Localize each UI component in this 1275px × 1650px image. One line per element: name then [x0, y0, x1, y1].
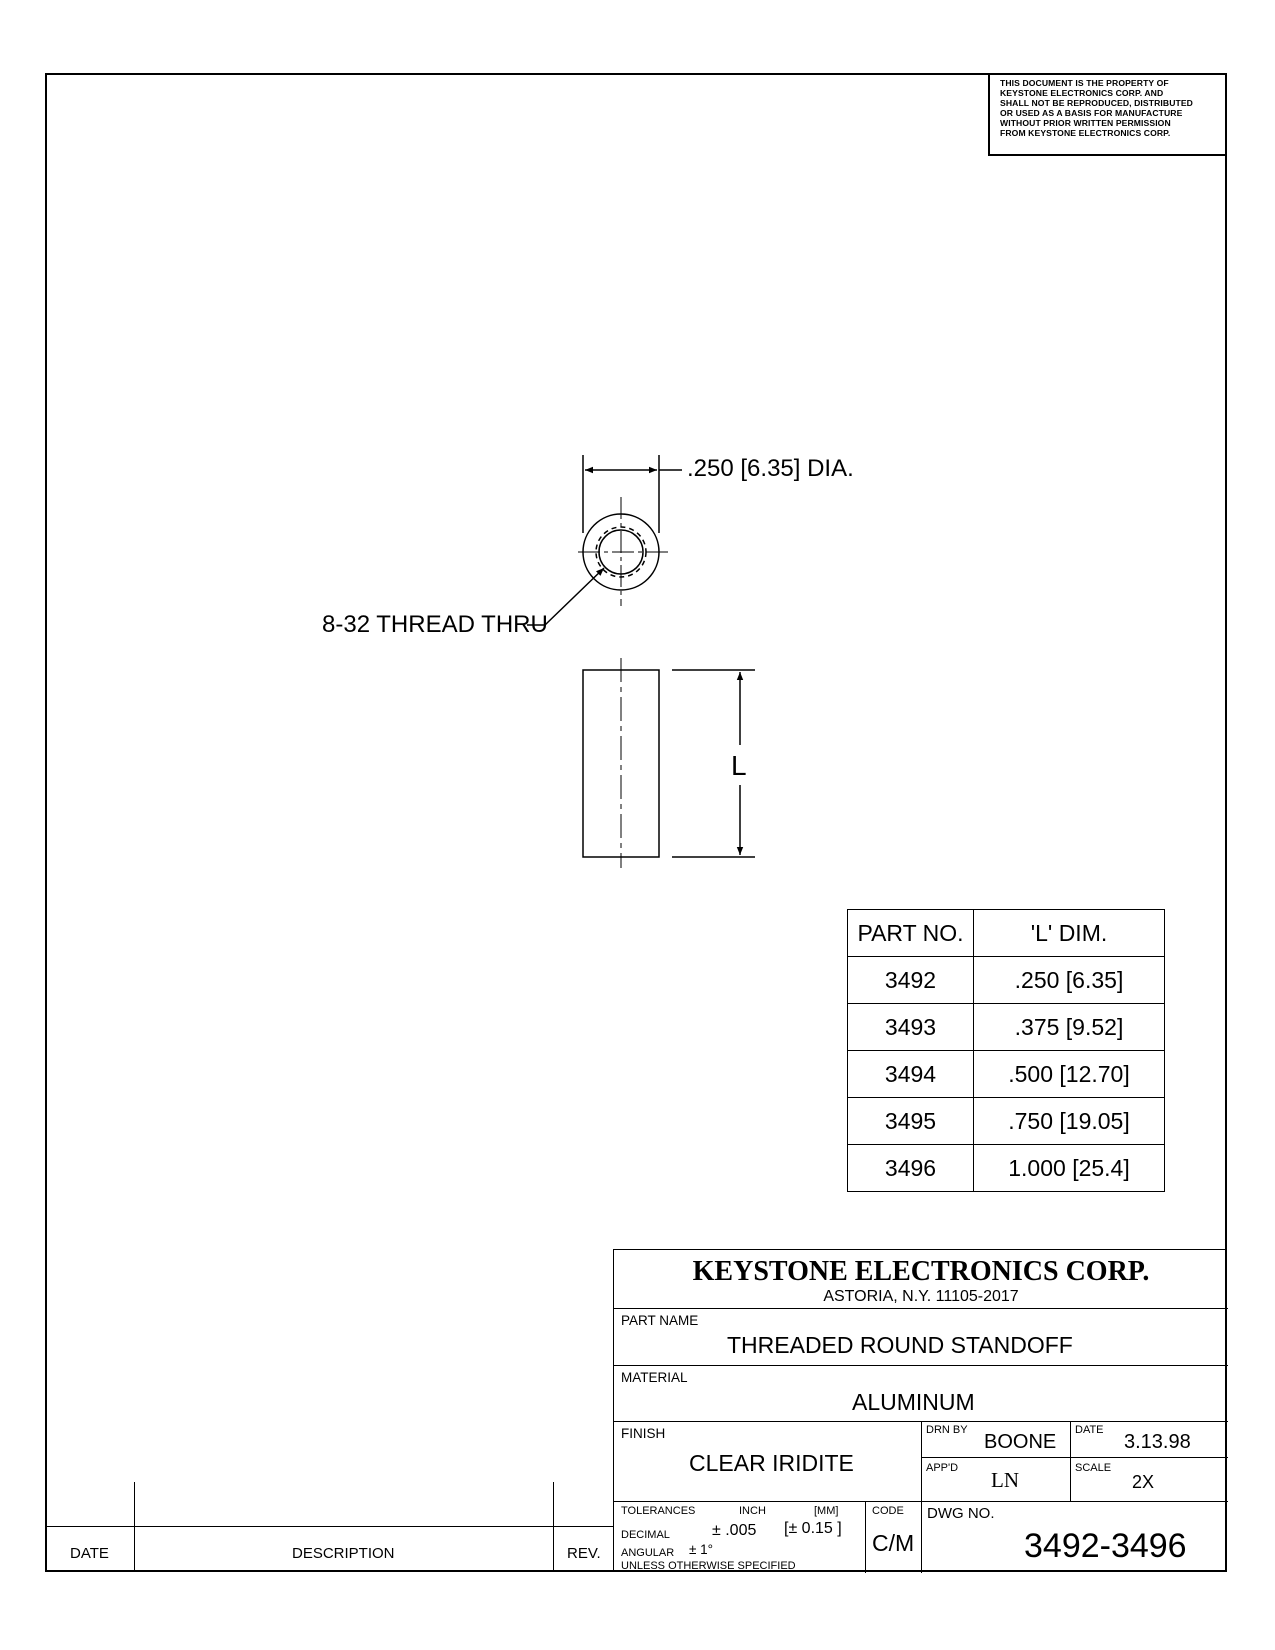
- header-part-no: PART NO.: [848, 910, 974, 957]
- table-row: [848, 957, 1165, 1004]
- length-label: L: [731, 750, 747, 781]
- drn-by-value: BOONE: [984, 1431, 1057, 1453]
- part-cell: 3493: [848, 1004, 974, 1051]
- part-cell: 3494: [848, 1051, 974, 1098]
- code-label: CODE: [872, 1505, 904, 1517]
- dwg-no-label: DWG NO.: [927, 1505, 995, 1522]
- tb-col-divider: [1070, 1421, 1071, 1501]
- decimal-label: DECIMAL: [621, 1529, 670, 1541]
- part-name-label: PART NAME: [621, 1313, 699, 1328]
- thread-leader: [545, 568, 604, 625]
- notice-line: WITHOUT PRIOR WRITTEN PERMISSION: [1000, 118, 1171, 128]
- material-label: MATERIAL: [621, 1370, 688, 1385]
- diameter-label: .250 [6.35] DIA.: [687, 455, 854, 482]
- appd-value: LN: [991, 1468, 1019, 1492]
- part-table: [847, 909, 1165, 1192]
- material-value: ALUMINUM: [852, 1389, 975, 1415]
- inch-label: INCH: [739, 1505, 766, 1517]
- header-l-dim: 'L' DIM.: [974, 910, 1165, 957]
- drn-by-label: DRN BY: [926, 1424, 968, 1436]
- dim-cell: .500 [12.70]: [974, 1051, 1165, 1098]
- date-value: 3.13.98: [1124, 1431, 1191, 1453]
- revision-col-divider: [553, 1482, 554, 1572]
- code-value: C/M: [872, 1530, 915, 1556]
- tb-divider: [921, 1457, 1228, 1458]
- notice-line: SHALL NOT BE REPRODUCED, DISTRIBUTED: [1000, 98, 1193, 108]
- part-cell: 3495: [848, 1098, 974, 1145]
- notice-line: THIS DOCUMENT IS THE PROPERTY OF: [1000, 78, 1169, 88]
- revision-date-label: DATE: [70, 1545, 109, 1562]
- company-name: KEYSTONE ELECTRONICS CORP.: [692, 1256, 1150, 1287]
- part-cell: 3492: [848, 957, 974, 1004]
- scale-value: 2X: [1132, 1472, 1155, 1492]
- notice-line: KEYSTONE ELECTRONICS CORP. AND: [1000, 88, 1164, 98]
- tb-divider: [614, 1308, 1228, 1309]
- thread-label: 8-32 THREAD THRU: [322, 611, 548, 638]
- angular-value: ± 1°: [689, 1542, 714, 1557]
- table-row: [848, 1051, 1165, 1098]
- tb-divider: [614, 1365, 1228, 1366]
- notice-line: FROM KEYSTONE ELECTRONICS CORP.: [1000, 128, 1171, 138]
- decimal-inch-value: ± .005: [712, 1522, 757, 1539]
- finish-value: CLEAR IRIDITE: [689, 1450, 854, 1476]
- dim-cell: 1.000 [25.4]: [974, 1145, 1165, 1192]
- table-row: [848, 1098, 1165, 1145]
- notice-line: OR USED AS A BASIS FOR MANUFACTURE: [1000, 108, 1183, 118]
- tb-col-divider: [865, 1501, 866, 1573]
- revision-col-divider: [134, 1482, 135, 1572]
- mm-label: [MM]: [814, 1505, 839, 1517]
- tb-col-divider: [921, 1501, 922, 1573]
- revision-rev-label: REV.: [567, 1545, 601, 1562]
- part-name-value: THREADED ROUND STANDOFF: [727, 1332, 1073, 1358]
- dim-cell: .750 [19.05]: [974, 1098, 1165, 1145]
- table-row: [848, 1145, 1165, 1192]
- table-header-row: [848, 910, 1165, 957]
- scale-label: SCALE: [1075, 1462, 1112, 1474]
- appd-label: APP'D: [926, 1462, 959, 1474]
- finish-label: FINISH: [621, 1426, 666, 1441]
- company-address: ASTORIA, N.Y. 11105-2017: [823, 1288, 1019, 1305]
- dim-cell: .375 [9.52]: [974, 1004, 1165, 1051]
- dwg-no-value: 3492-3496: [1024, 1527, 1187, 1565]
- unless-label: UNLESS OTHERWISE SPECIFIED: [621, 1560, 796, 1572]
- title-block: [613, 1249, 1227, 1572]
- angular-label: ANGULAR: [621, 1547, 675, 1559]
- part-cell: 3496: [848, 1145, 974, 1192]
- dim-cell: .250 [6.35]: [974, 957, 1165, 1004]
- table-row: [848, 1004, 1165, 1051]
- revision-description-label: DESCRIPTION: [292, 1545, 395, 1562]
- date-label: DATE: [1075, 1424, 1104, 1436]
- revision-divider: [45, 1526, 613, 1527]
- decimal-mm-value: [± 0.15 ]: [784, 1520, 842, 1537]
- tolerances-label: TOLERANCES: [621, 1505, 696, 1517]
